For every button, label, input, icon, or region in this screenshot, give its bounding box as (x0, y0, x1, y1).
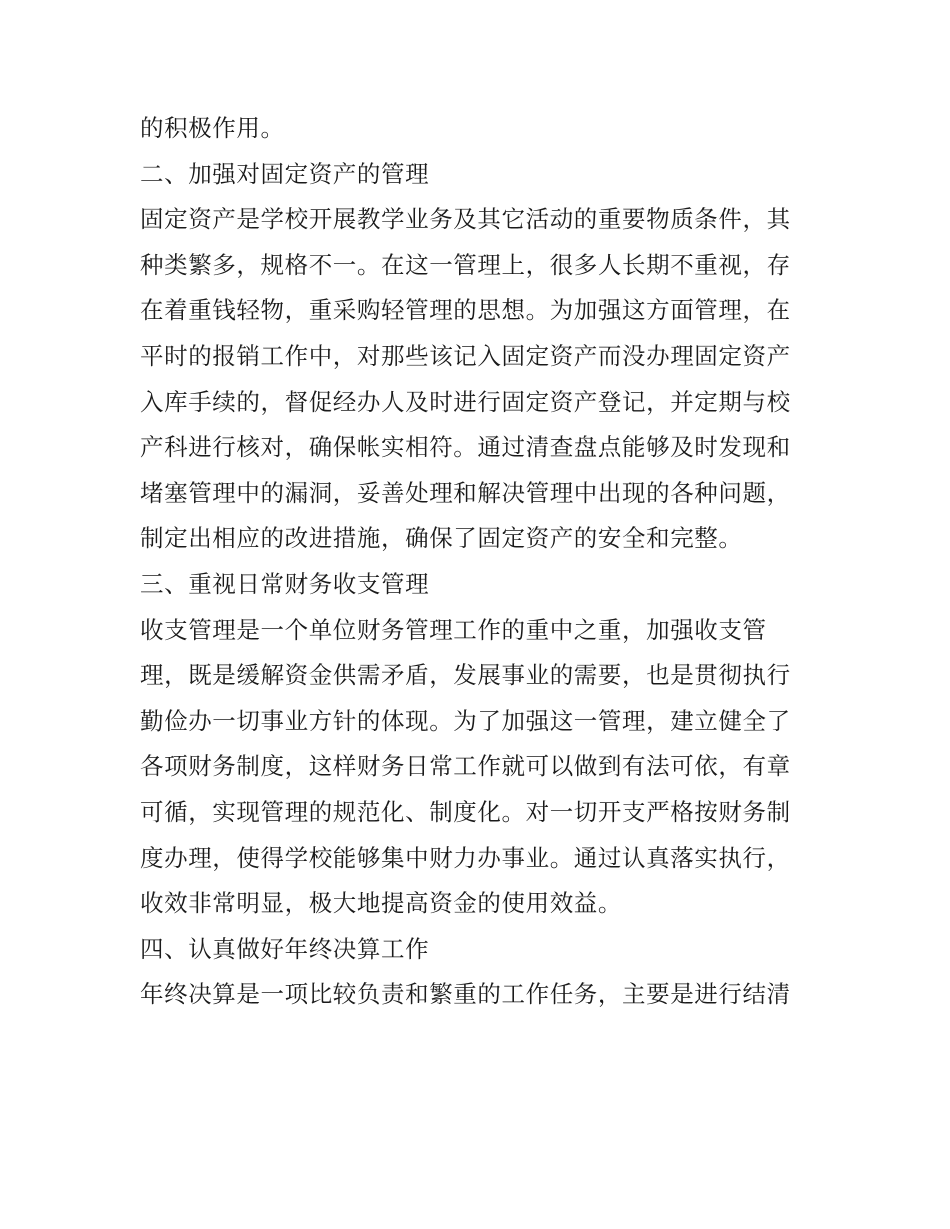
text-line: 堵塞管理中的漏洞，妥善处理和解决管理中出现的各种问题， (140, 478, 791, 507)
section-heading-year-end: 四、认真做好年终决算工作 (140, 934, 430, 963)
text-line: 收效非常明显，极大地提高资金的使用效益。 (140, 889, 622, 918)
text-line: 制定出相应的改进措施，确保了固定资产的安全和完整。 (140, 524, 743, 553)
text-line: 固定资产是学校开展教学业务及其它活动的重要物质条件，其 (140, 205, 791, 234)
text-line: 产科进行核对，确保帐实相符。通过清查盘点能够及时发现和 (140, 433, 791, 462)
text-line: 可循，实现管理的规范化、制度化。对一切开支严格按财务制 (140, 797, 791, 826)
text-line: 度办理，使得学校能够集中财力办事业。通过认真落实执行， (140, 843, 791, 872)
text-line: 入库手续的，督促经办人及时进行固定资产登记，并定期与校 (140, 387, 791, 416)
text-line: 勤俭办一切事业方针的体现。为了加强这一管理，建立健全了 (140, 706, 791, 735)
text-line: 理，既是缓解资金供需矛盾，发展事业的需要，也是贯彻执行 (140, 661, 791, 690)
text-line: 收支管理是一个单位财务管理工作的重中之重，加强收支管 (140, 615, 767, 644)
text-line-closing: 的积极作用。 (140, 114, 285, 142)
section-heading-daily-finance: 三、重视日常财务收支管理 (140, 569, 430, 598)
section-heading-fixed-assets: 二、加强对固定资产的管理 (140, 159, 430, 188)
text-line: 年终决算是一项比较负责和繁重的工作任务，主要是进行结清 (140, 980, 791, 1009)
text-line: 平时的报销工作中，对那些该记入固定资产而没办理固定资产 (140, 341, 791, 370)
document-body (140, 106, 820, 1018)
text-line: 种类繁多，规格不一。在这一管理上，很多人长期不重视，存 (140, 250, 791, 279)
text-line: 各项财务制度，这样财务日常工作就可以做到有法可依，有章 (140, 752, 791, 781)
text-line: 在着重钱轻物，重采购轻管理的思想。为加强这方面管理，在 (140, 296, 791, 325)
